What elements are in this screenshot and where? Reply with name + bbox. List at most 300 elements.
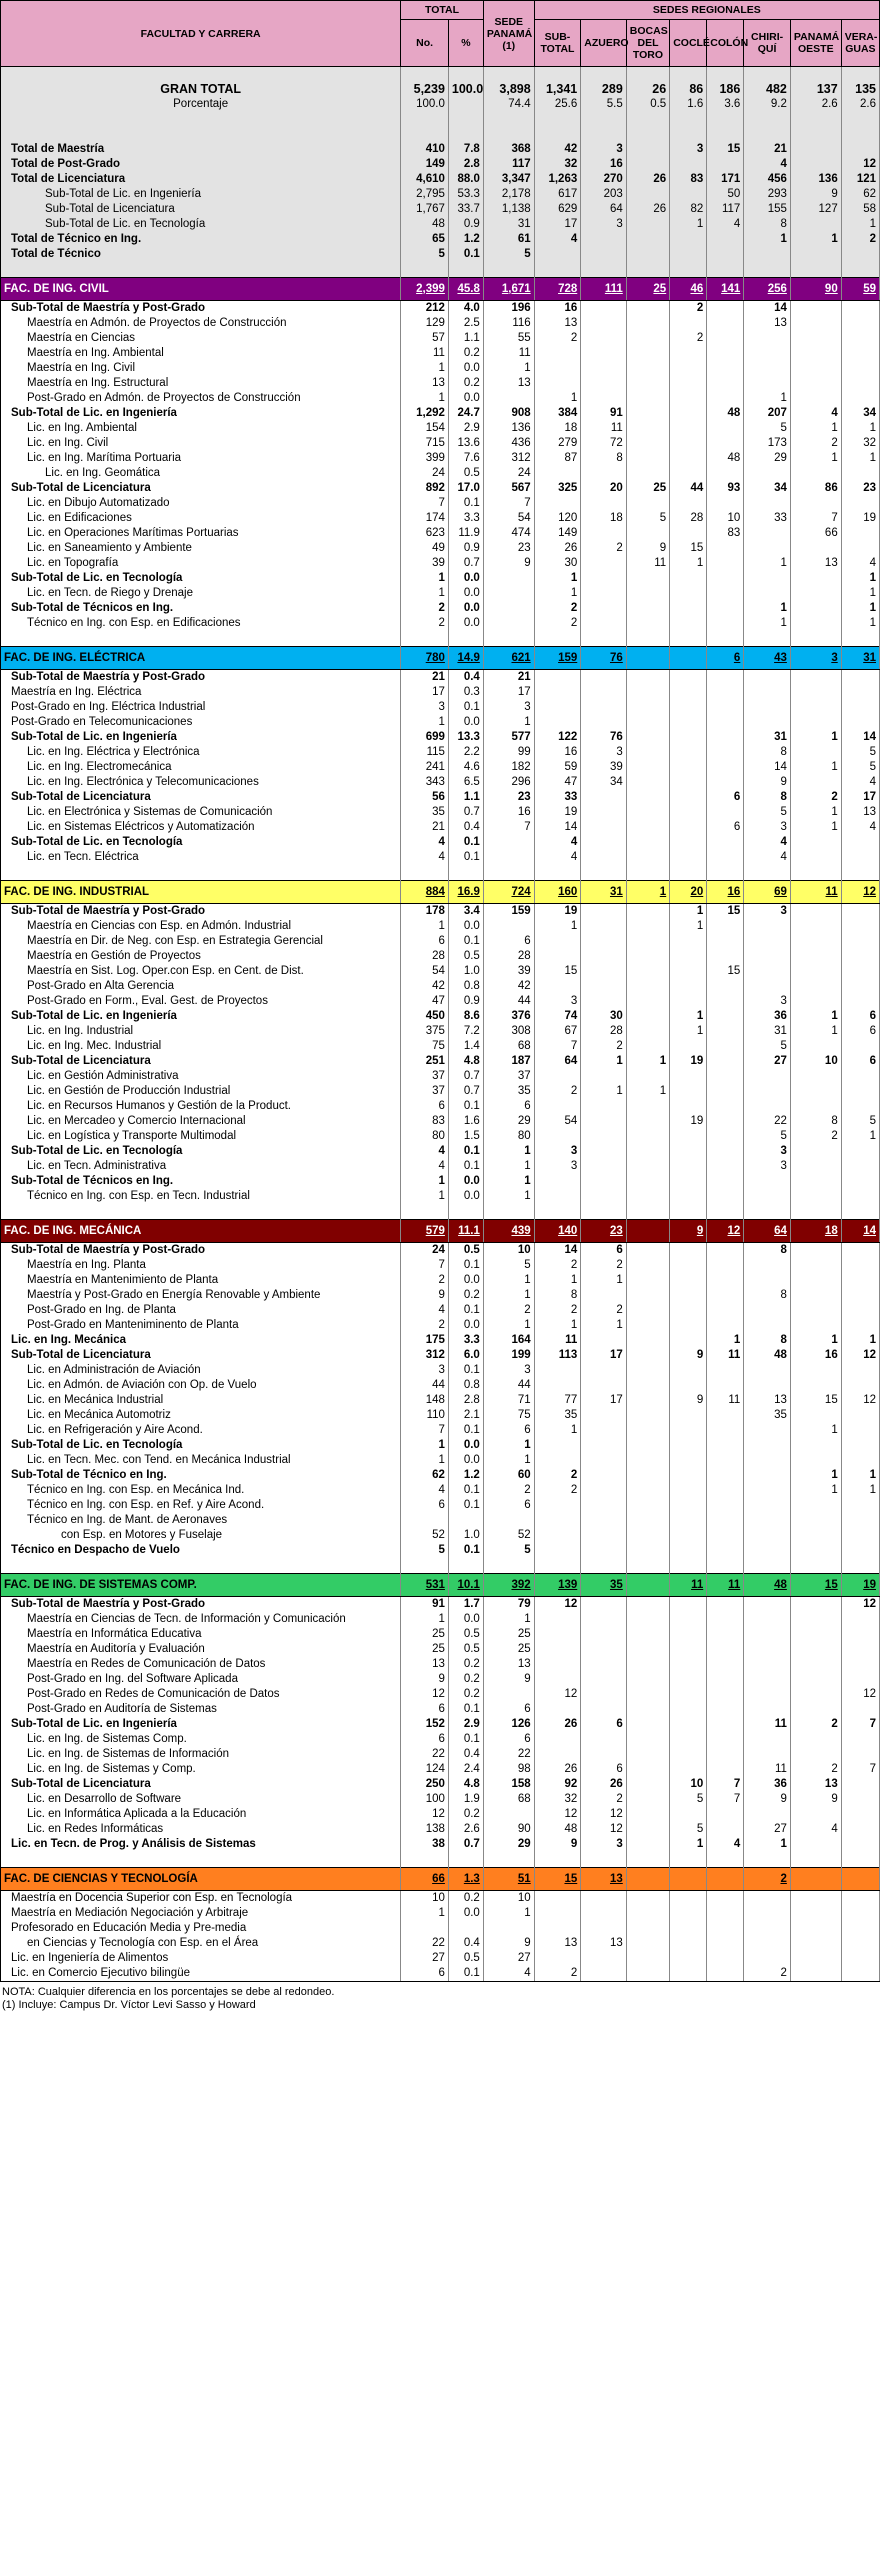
value-cell: 4 xyxy=(534,232,581,247)
value-cell xyxy=(626,1951,669,1966)
value-cell: 621 xyxy=(483,647,534,670)
value-cell xyxy=(841,1672,879,1687)
value-cell xyxy=(534,1378,581,1393)
faculty-name: FAC. DE ING. DE SISTEMAS COMP. xyxy=(1,1574,401,1597)
table-row xyxy=(1,1627,880,1642)
value-cell xyxy=(626,232,669,247)
value-cell xyxy=(744,541,791,556)
subtotal-row xyxy=(1,1009,880,1024)
value-cell: 2 xyxy=(744,1868,791,1891)
empty-cell xyxy=(841,262,879,278)
value-cell: 129 xyxy=(401,316,449,331)
value-cell xyxy=(626,904,669,920)
value-cell: 308 xyxy=(483,1024,534,1039)
empty-cell xyxy=(670,67,707,83)
row-label: Técnico en Ing. con Esp. en Edificaciones xyxy=(1,616,401,631)
value-cell: 4 xyxy=(483,1966,534,1982)
value-cell: 1 xyxy=(841,1483,879,1498)
value-cell xyxy=(670,1144,707,1159)
value-cell: 27 xyxy=(401,1951,449,1966)
value-cell xyxy=(670,1039,707,1054)
subtotal-row xyxy=(1,172,880,187)
value-cell: 0.5 xyxy=(448,1627,483,1642)
value-cell: 12 xyxy=(707,1220,744,1243)
value-cell xyxy=(534,1438,581,1453)
value-cell: 64 xyxy=(534,1054,581,1069)
faculty-name: FAC. DE ING. MECÁNICA xyxy=(1,1220,401,1243)
row-label: Lic. en Ing. Eléctrica y Electrónica xyxy=(1,745,401,760)
value-cell xyxy=(670,1672,707,1687)
value-cell xyxy=(707,436,744,451)
value-cell: 9 xyxy=(401,1672,449,1687)
row-label: Lic. en Electrónica y Sistemas de Comunicación xyxy=(1,805,401,820)
value-cell xyxy=(841,316,879,331)
table-row xyxy=(1,700,880,715)
value-cell xyxy=(670,361,707,376)
value-cell: 0.2 xyxy=(448,1891,483,1907)
value-cell xyxy=(744,949,791,964)
subtotal-row xyxy=(1,1597,880,1613)
table-row xyxy=(1,1024,880,1039)
value-cell: 1 xyxy=(401,1906,449,1921)
value-cell: 1 xyxy=(534,391,581,406)
value-cell xyxy=(707,496,744,511)
value-cell: 17 xyxy=(581,1348,627,1363)
value-cell xyxy=(841,1258,879,1273)
value-cell: 203 xyxy=(581,187,627,202)
empty-cell xyxy=(790,1852,841,1868)
value-cell: 25.6 xyxy=(534,97,581,112)
empty-cell xyxy=(626,67,669,83)
value-cell: 17.0 xyxy=(448,481,483,496)
value-cell xyxy=(581,820,627,835)
value-cell: 3 xyxy=(401,1363,449,1378)
empty-cell xyxy=(581,1204,627,1220)
value-cell: 7 xyxy=(401,1258,449,1273)
subtotal-row xyxy=(1,247,880,262)
value-cell xyxy=(626,1174,669,1189)
empty-cell xyxy=(401,262,449,278)
value-cell xyxy=(707,1513,744,1528)
value-cell: 29 xyxy=(744,451,791,466)
empty-cell xyxy=(744,1558,791,1574)
value-cell xyxy=(707,1054,744,1069)
value-cell: 1 xyxy=(626,881,669,904)
value-cell xyxy=(790,1627,841,1642)
total-group-header: TOTAL xyxy=(401,1,484,20)
value-cell xyxy=(626,1702,669,1717)
value-cell: 8 xyxy=(744,1288,791,1303)
value-cell xyxy=(841,1438,879,1453)
row-label: Maestría en Mediación Negociación y Arbitraje xyxy=(1,1906,401,1921)
value-cell xyxy=(670,346,707,361)
value-cell: 11.1 xyxy=(448,1220,483,1243)
value-cell: 1 xyxy=(744,232,791,247)
value-cell: 0.5 xyxy=(448,1642,483,1657)
value-cell xyxy=(626,964,669,979)
table-row xyxy=(1,745,880,760)
value-cell: 4 xyxy=(707,217,744,232)
value-cell: 780 xyxy=(401,647,449,670)
value-cell: 75 xyxy=(483,1408,534,1423)
value-cell xyxy=(841,1069,879,1084)
value-cell: 4 xyxy=(744,835,791,850)
empty-cell xyxy=(581,112,627,127)
value-cell xyxy=(841,1921,879,1936)
value-cell xyxy=(707,1438,744,1453)
value-cell xyxy=(790,1099,841,1114)
value-cell: 2 xyxy=(534,1483,581,1498)
value-cell xyxy=(670,715,707,730)
value-cell xyxy=(744,1807,791,1822)
value-cell: 0.1 xyxy=(448,1966,483,1982)
value-cell: 1 xyxy=(790,451,841,466)
value-cell: 87 xyxy=(534,451,581,466)
value-cell xyxy=(707,850,744,865)
table-row xyxy=(1,1483,880,1498)
value-cell: 0.1 xyxy=(448,1144,483,1159)
value-cell xyxy=(790,1039,841,1054)
value-cell xyxy=(707,685,744,700)
empty-cell xyxy=(790,67,841,83)
value-cell xyxy=(707,1084,744,1099)
regional-col-header: AZUERO xyxy=(581,20,627,67)
value-cell xyxy=(626,451,669,466)
value-cell xyxy=(790,1258,841,1273)
value-cell xyxy=(707,934,744,949)
value-cell xyxy=(534,1891,581,1907)
value-cell xyxy=(707,1174,744,1189)
value-cell: 83 xyxy=(401,1114,449,1129)
value-cell xyxy=(581,391,627,406)
value-cell xyxy=(626,1423,669,1438)
value-cell: 42 xyxy=(483,979,534,994)
value-cell xyxy=(707,1822,744,1837)
value-cell xyxy=(534,1099,581,1114)
value-cell xyxy=(707,1243,744,1259)
value-cell xyxy=(670,1069,707,1084)
empty-cell xyxy=(534,1852,581,1868)
value-cell: 1 xyxy=(401,919,449,934)
value-cell xyxy=(790,1642,841,1657)
value-cell xyxy=(790,700,841,715)
value-cell xyxy=(744,1468,791,1483)
value-cell: 0.1 xyxy=(448,934,483,949)
value-cell: 2,795 xyxy=(401,187,449,202)
value-cell xyxy=(707,1408,744,1423)
value-cell: 17 xyxy=(841,790,879,805)
value-cell xyxy=(626,1009,669,1024)
empty-cell xyxy=(707,67,744,83)
value-cell: 56 xyxy=(401,790,449,805)
value-cell: 59 xyxy=(841,278,879,301)
value-cell xyxy=(626,835,669,850)
value-cell xyxy=(841,1868,879,1891)
subtotal-row xyxy=(1,1837,880,1852)
value-cell: 1.1 xyxy=(448,790,483,805)
value-cell: 1.6 xyxy=(448,1114,483,1129)
value-cell: 25 xyxy=(483,1627,534,1642)
value-cell: 20 xyxy=(581,481,627,496)
value-cell xyxy=(581,1288,627,1303)
value-cell: 12 xyxy=(401,1807,449,1822)
value-cell: 28 xyxy=(483,949,534,964)
value-cell: 1 xyxy=(744,616,791,631)
value-cell: 13 xyxy=(401,376,449,391)
value-cell: 207 xyxy=(744,406,791,421)
value-cell xyxy=(670,1966,707,1982)
value-cell xyxy=(790,361,841,376)
value-cell: 399 xyxy=(401,451,449,466)
empty-cell xyxy=(534,112,581,127)
value-cell xyxy=(790,1657,841,1672)
value-cell xyxy=(707,466,744,481)
value-cell xyxy=(841,685,879,700)
table-body xyxy=(1,67,880,1982)
value-cell: 0.1 xyxy=(448,1498,483,1513)
value-cell xyxy=(670,157,707,172)
value-cell: 44 xyxy=(483,994,534,1009)
value-cell xyxy=(841,1966,879,1982)
value-cell: 0.8 xyxy=(448,979,483,994)
empty-cell xyxy=(744,262,791,278)
subtotal-row xyxy=(1,1333,880,1348)
value-cell: 13 xyxy=(534,316,581,331)
value-cell: 0.1 xyxy=(448,850,483,865)
value-cell xyxy=(790,1318,841,1333)
value-cell: 174 xyxy=(401,511,449,526)
value-cell: 14 xyxy=(534,1243,581,1259)
row-label: Maestría en Admón. de Proyectos de Construcción xyxy=(1,316,401,331)
value-cell: 325 xyxy=(534,481,581,496)
value-cell: 0.4 xyxy=(448,820,483,835)
value-cell xyxy=(626,1687,669,1702)
value-cell xyxy=(790,1288,841,1303)
value-cell: 135 xyxy=(841,82,879,97)
value-cell: 5 xyxy=(744,1129,791,1144)
value-cell: 0.1 xyxy=(448,1258,483,1273)
value-cell xyxy=(744,1951,791,1966)
table-row xyxy=(1,1393,880,1408)
value-cell xyxy=(790,1189,841,1204)
value-cell: 1 xyxy=(483,361,534,376)
value-cell xyxy=(670,745,707,760)
value-cell xyxy=(534,715,581,730)
value-cell xyxy=(626,496,669,511)
value-cell: 1.2 xyxy=(448,232,483,247)
value-cell xyxy=(841,1363,879,1378)
empty-cell xyxy=(483,1852,534,1868)
empty-cell xyxy=(790,262,841,278)
value-cell: 1.7 xyxy=(448,1597,483,1613)
value-cell xyxy=(707,421,744,436)
value-cell: 0.9 xyxy=(448,217,483,232)
value-cell: 19 xyxy=(670,1114,707,1129)
value-cell: 39 xyxy=(401,556,449,571)
value-cell: 10 xyxy=(401,1891,449,1907)
value-cell xyxy=(744,1273,791,1288)
regional-col-header: COCLÉ xyxy=(670,20,707,67)
value-cell xyxy=(626,949,669,964)
value-cell: 116 xyxy=(483,316,534,331)
value-cell xyxy=(790,1747,841,1762)
row-label: Lic. en Tecn. de Riego y Drenaje xyxy=(1,586,401,601)
row-label: Post-Grado en Ing. de Planta xyxy=(1,1303,401,1318)
row-label: Total de Técnico en Ing. xyxy=(1,232,401,247)
value-cell: 1 xyxy=(670,904,707,920)
value-cell xyxy=(670,466,707,481)
value-cell xyxy=(581,571,627,586)
empty-cell xyxy=(581,865,627,881)
value-cell xyxy=(670,775,707,790)
value-cell: 53.3 xyxy=(448,187,483,202)
value-cell: 16 xyxy=(534,745,581,760)
faculty-column-header: FACULTAD Y CARRERA xyxy=(1,1,401,67)
value-cell xyxy=(534,1747,581,1762)
value-cell: 456 xyxy=(744,172,791,187)
value-cell xyxy=(626,436,669,451)
value-cell: 26 xyxy=(581,1777,627,1792)
value-cell xyxy=(626,301,669,317)
value-cell: 52 xyxy=(483,1528,534,1543)
value-cell xyxy=(707,556,744,571)
value-cell: 1 xyxy=(581,1084,627,1099)
value-cell: 312 xyxy=(483,451,534,466)
value-cell xyxy=(841,1408,879,1423)
value-cell: 1 xyxy=(401,586,449,601)
value-cell xyxy=(841,904,879,920)
value-cell xyxy=(626,1069,669,1084)
value-cell xyxy=(581,1423,627,1438)
subtotal-row xyxy=(1,1543,880,1558)
row-label: Sub-Total de Licenciatura xyxy=(1,1348,401,1363)
value-cell: 111 xyxy=(581,278,627,301)
value-cell: 24 xyxy=(401,1243,449,1259)
value-cell xyxy=(581,616,627,631)
value-cell: 23 xyxy=(483,541,534,556)
value-cell: 908 xyxy=(483,406,534,421)
value-cell xyxy=(581,934,627,949)
value-cell xyxy=(790,1612,841,1627)
value-cell xyxy=(534,1528,581,1543)
value-cell xyxy=(707,1921,744,1936)
value-cell: 4 xyxy=(401,1144,449,1159)
value-cell xyxy=(841,1039,879,1054)
regional-col-header: VERA- GUAS xyxy=(841,20,879,67)
value-cell: 8 xyxy=(744,790,791,805)
table-row xyxy=(1,1408,880,1423)
empty-cell xyxy=(534,865,581,881)
subtotal-row xyxy=(1,1054,880,1069)
value-cell: 35 xyxy=(581,1574,627,1597)
value-cell: 8 xyxy=(744,217,791,232)
value-cell xyxy=(841,526,879,541)
value-cell: 1 xyxy=(483,1453,534,1468)
value-cell: 0.2 xyxy=(448,1687,483,1702)
subtotal-row xyxy=(1,730,880,745)
value-cell: 48 xyxy=(707,406,744,421)
value-cell xyxy=(841,1099,879,1114)
value-cell: 0.0 xyxy=(448,1273,483,1288)
value-cell xyxy=(670,1438,707,1453)
value-cell xyxy=(626,1024,669,1039)
value-cell xyxy=(707,331,744,346)
value-cell: 31 xyxy=(483,217,534,232)
spacer-row xyxy=(1,67,880,83)
value-cell xyxy=(626,1408,669,1423)
value-cell xyxy=(626,919,669,934)
table-row xyxy=(1,217,880,232)
value-cell xyxy=(841,1822,879,1837)
row-label: Maestría en Ing. Ambiental xyxy=(1,346,401,361)
value-cell xyxy=(581,1891,627,1907)
row-label: Lic. en Topografía xyxy=(1,556,401,571)
value-cell: 0.7 xyxy=(448,1084,483,1099)
empty-cell xyxy=(483,127,534,142)
empty-cell xyxy=(534,1558,581,1574)
table-row xyxy=(1,616,880,631)
value-cell xyxy=(581,1144,627,1159)
value-cell: 31 xyxy=(744,1024,791,1039)
row-label: Lic. en Ing. Electromecánica xyxy=(1,760,401,775)
value-cell xyxy=(707,1189,744,1204)
value-cell: 6 xyxy=(401,934,449,949)
value-cell: 0.7 xyxy=(448,1069,483,1084)
value-cell: 90 xyxy=(483,1822,534,1837)
value-cell xyxy=(841,715,879,730)
value-cell: 1.4 xyxy=(448,1039,483,1054)
value-cell: 7.8 xyxy=(448,142,483,157)
value-cell xyxy=(626,1453,669,1468)
value-cell: 384 xyxy=(534,406,581,421)
value-cell xyxy=(581,715,627,730)
row-label: Post-Grado en Alta Gerencia xyxy=(1,979,401,994)
value-cell: 1 xyxy=(626,1054,669,1069)
table-row xyxy=(1,1702,880,1717)
value-cell xyxy=(670,994,707,1009)
row-label: Post-Grado en Auditoría de Sistemas xyxy=(1,1702,401,1717)
value-cell: 25 xyxy=(401,1627,449,1642)
value-cell: 0.4 xyxy=(448,1747,483,1762)
value-cell: 368 xyxy=(483,142,534,157)
value-cell xyxy=(744,1702,791,1717)
row-label: Sub-Total de Licenciatura xyxy=(1,790,401,805)
faculty-header-row xyxy=(1,1574,880,1597)
value-cell: 343 xyxy=(401,775,449,790)
value-cell xyxy=(707,745,744,760)
value-cell: 0.2 xyxy=(448,1672,483,1687)
value-cell xyxy=(790,835,841,850)
value-cell xyxy=(670,436,707,451)
value-cell: 12 xyxy=(841,1687,879,1702)
table-row xyxy=(1,556,880,571)
value-cell: 13 xyxy=(581,1936,627,1951)
value-cell xyxy=(841,1657,879,1672)
value-cell xyxy=(744,1318,791,1333)
value-cell: 6 xyxy=(483,1702,534,1717)
subtotal-row xyxy=(1,904,880,920)
value-cell xyxy=(790,979,841,994)
value-cell: 74.4 xyxy=(483,97,534,112)
value-cell: 35 xyxy=(401,805,449,820)
value-cell xyxy=(626,1936,669,1951)
value-cell xyxy=(534,1906,581,1921)
value-cell: 10 xyxy=(670,1777,707,1792)
value-cell: 18 xyxy=(790,1220,841,1243)
value-cell: 31 xyxy=(841,647,879,670)
subtotal-row xyxy=(1,301,880,317)
row-label: Técnico en Ing. con Esp. en Mecánica Ind. xyxy=(1,1483,401,1498)
